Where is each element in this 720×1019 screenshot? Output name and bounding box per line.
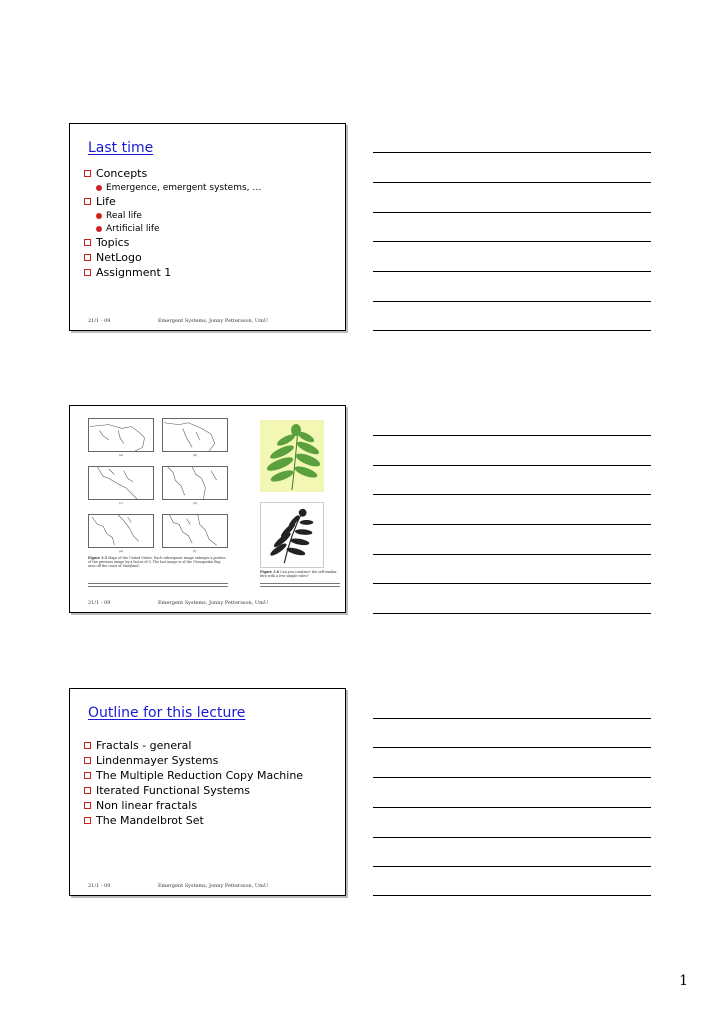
notes-line [373,435,651,436]
circle-bullet-icon [96,226,102,232]
slide-title: Outline for this lecture [88,705,246,721]
square-bullet-icon [84,254,91,261]
bullet-text: Assignment 1 [96,265,172,279]
figure-caption-right [260,570,340,578]
slide-last-time [69,123,346,331]
bullet-item [84,738,303,753]
panel-label: (a) [119,453,124,457]
dark-fern-image [260,502,324,568]
square-bullet-icon [84,742,91,749]
notes-line [373,747,651,748]
square-bullet-icon [84,198,91,205]
footer-date: 21/1 - 09 [88,318,111,324]
bullet-item [84,753,303,768]
bullet-item [84,194,261,209]
sub-bullet-item [84,181,261,194]
figure-caption-text: Maps of the United States. Each subsequent image enlarges a portion of the previous image by a factor of 5. The last image is of the Chesapeake Bay area off the coast of Maryland. [88,556,226,568]
notes-line [373,271,651,272]
footer-author: Emergent Systems, Jonny Pettersson, UmU [158,883,269,889]
bullet-text: Fractals - general [96,738,192,752]
map-panel-c [88,466,154,500]
notes-line [373,301,651,302]
slide-fractal-figures [69,405,346,613]
square-bullet-icon [84,239,91,246]
square-bullet-icon [84,757,91,764]
notes-line [373,524,651,525]
circle-bullet-icon [96,213,102,219]
bullet-text: Iterated Functional Systems [96,783,250,797]
notes-line [373,718,651,719]
slide-footer [88,883,269,889]
slide-outline [69,688,346,896]
page-number: 1 [679,973,688,989]
bullet-item [84,768,303,783]
map-panel-d [162,466,228,500]
panel-label: (e) [119,549,124,553]
square-bullet-icon [84,772,91,779]
bullet-text: Non linear fractals [96,798,198,812]
sub-bullet-text: Artificial life [106,223,160,234]
square-bullet-icon [84,269,91,276]
bullet-item [84,235,261,250]
green-fern-image [260,420,324,492]
caption-fine-print [260,583,340,589]
panel-label: (d) [193,501,198,505]
notes-line [373,152,651,153]
notes-line [373,866,651,867]
notes-line [373,494,651,495]
footer-date: 21/1 - 09 [88,883,111,889]
bullet-text: Topics [96,235,130,249]
notes-line [373,613,651,614]
sub-bullet-text: Real life [106,210,142,221]
bullet-text: Concepts [96,166,148,180]
footer-date: 21/1 - 09 [88,600,111,606]
sub-bullet-text: Emergence, emergent systems, … [106,182,262,193]
sub-bullet-item [84,209,261,222]
map-panel-b [162,418,228,452]
notes-line [373,465,651,466]
notes-line [373,182,651,183]
map-panel-a [88,418,154,452]
notes-line [373,241,651,242]
notes-line [373,330,651,331]
map-panel-e [88,514,154,548]
bullet-item [84,798,303,813]
bullet-text: The Mandelbrot Set [96,813,204,827]
slide-title: Last time [88,140,154,156]
bullet-list [84,738,303,828]
panel-label: (c) [119,501,123,505]
bullet-list [84,166,261,280]
square-bullet-icon [84,170,91,177]
notes-line [373,212,651,213]
slide-footer [88,600,269,606]
figure-caption-text: Can you construct the self-similar fern with a few simple rules? [260,570,337,578]
sub-bullet-item [84,222,261,235]
notes-line [373,554,651,555]
map-panel-f [162,514,228,548]
bullet-item [84,813,303,828]
panel-label: (b) [193,453,198,457]
bullet-text: NetLogo [96,250,142,264]
notes-line [373,895,651,896]
caption-fine-print [88,583,228,589]
bullet-text: The Multiple Reduction Copy Machine [96,768,304,782]
bullet-item [84,250,261,265]
bullet-text: Life [96,194,116,208]
square-bullet-icon [84,817,91,824]
slide-footer [88,318,269,324]
notes-line [373,777,651,778]
square-bullet-icon [84,787,91,794]
bullet-item [84,166,261,181]
footer-author: Emergent Systems, Jonny Pettersson, UmU [158,600,269,606]
notes-line [373,807,651,808]
bullet-text: Lindenmayer Systems [96,753,219,767]
bullet-item [84,265,261,280]
notes-line [373,583,651,584]
panel-label: (f) [193,549,197,553]
square-bullet-icon [84,802,91,809]
bullet-item [84,783,303,798]
figure-number: Figure 3.6 [260,570,280,574]
footer-author: Emergent Systems, Jonny Pettersson, UmU [158,318,269,324]
notes-line [373,837,651,838]
figure-caption-left [88,556,228,568]
figure-number: Figure 3.5 [88,556,108,560]
circle-bullet-icon [96,185,102,191]
